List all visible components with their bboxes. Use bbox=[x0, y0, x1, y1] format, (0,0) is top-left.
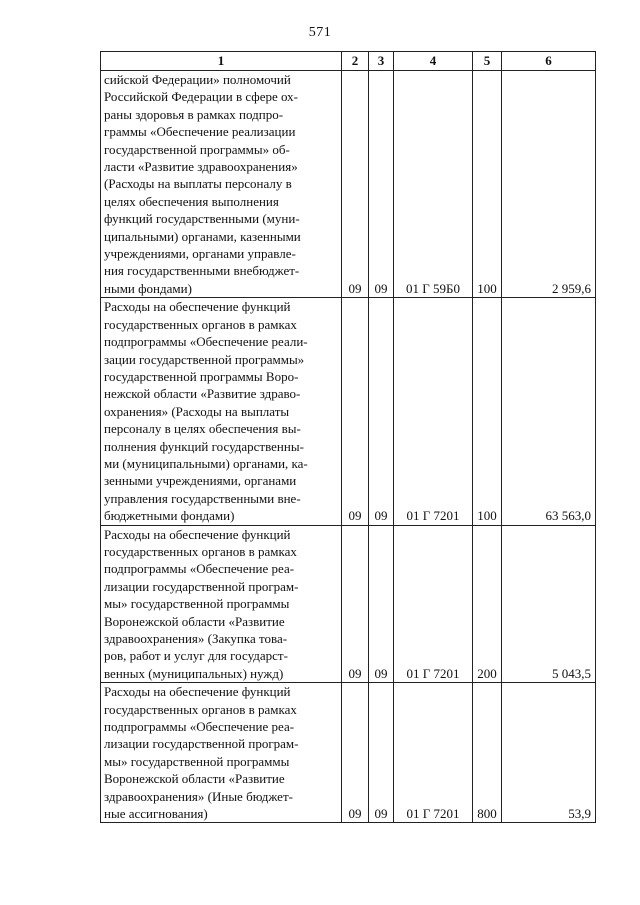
row-expense-type: 100 bbox=[473, 71, 502, 298]
table-header-row bbox=[101, 52, 596, 71]
row-target-article: 01 Г 59Б0 bbox=[394, 71, 473, 298]
row-amount: 2 959,6 bbox=[502, 71, 596, 298]
row-amount: 63 563,0 bbox=[502, 298, 596, 525]
table-row bbox=[101, 683, 596, 823]
row-expense-type: 200 bbox=[473, 525, 502, 683]
header-col-5: 5 bbox=[473, 52, 502, 71]
budget-table bbox=[100, 51, 596, 823]
row-target-article: 01 Г 7201 bbox=[394, 683, 473, 823]
header-col-2: 2 bbox=[342, 52, 369, 71]
table-row bbox=[101, 525, 596, 683]
row-amount: 53,9 bbox=[502, 683, 596, 823]
row-subsection-code: 09 bbox=[369, 683, 394, 823]
row-expense-type: 100 bbox=[473, 298, 502, 525]
header-col-1: 1 bbox=[101, 52, 342, 71]
table-row bbox=[101, 71, 596, 298]
row-section-code: 09 bbox=[342, 71, 369, 298]
row-description: Расходы на обеспечение функций государственных органов в рамках подпрограммы «Обеспечение реа- лизации государственной програм- мы» государственной программы Воронежской области «Развитие здравоохранения» (Иные бюджет- ные ассигнования) bbox=[101, 683, 342, 823]
page-number: 571 bbox=[308, 25, 332, 40]
row-target-article: 01 Г 7201 bbox=[394, 298, 473, 525]
row-description: Расходы на обеспечение функций государственных органов в рамках подпрограммы «Обеспечение реа- лизации государственной програм- мы» государственной программы Воронежской области «Развитие здравоохранения» (Закупка това- ров, работ и услуг для государст- венных (муниципальных) нужд) bbox=[101, 525, 342, 683]
row-amount: 5 043,5 bbox=[502, 525, 596, 683]
header-col-4: 4 bbox=[394, 52, 473, 71]
row-subsection-code: 09 bbox=[369, 71, 394, 298]
row-section-code: 09 bbox=[342, 683, 369, 823]
row-description: сийской Федерации» полномочий Российской Федерации в сфере ох- раны здоровья в рамках подпро- граммы «Обеспечение реализации государственной программы» об- ласти «Развитие здравоохранения» (Расходы на выплаты персоналу в целях обеспечения выполнения функций государственными (муни- ципальными) органами, казенными учреждениями, органами управле- ния государственными внебюджет- ными фондами) bbox=[101, 71, 342, 298]
row-subsection-code: 09 bbox=[369, 525, 394, 683]
row-description: Расходы на обеспечение функций государственных органов в рамках подпрограммы «Обеспечение реали- зации государственной программы» государственной программы Воро- нежской области «Развитие здраво- охранения» (Расходы на выплаты персоналу в целях обеспечения вы- полнения функций государственны- ми (муниципальными) органами, ка- зенными учреждениями, органами управления государственными вне- бюджетными фондами) bbox=[101, 298, 342, 525]
row-target-article: 01 Г 7201 bbox=[394, 525, 473, 683]
row-section-code: 09 bbox=[342, 298, 369, 525]
row-section-code: 09 bbox=[342, 525, 369, 683]
header-col-6: 6 bbox=[502, 52, 596, 71]
row-subsection-code: 09 bbox=[369, 298, 394, 525]
row-expense-type: 800 bbox=[473, 683, 502, 823]
header-col-3: 3 bbox=[369, 52, 394, 71]
table-row bbox=[101, 298, 596, 525]
